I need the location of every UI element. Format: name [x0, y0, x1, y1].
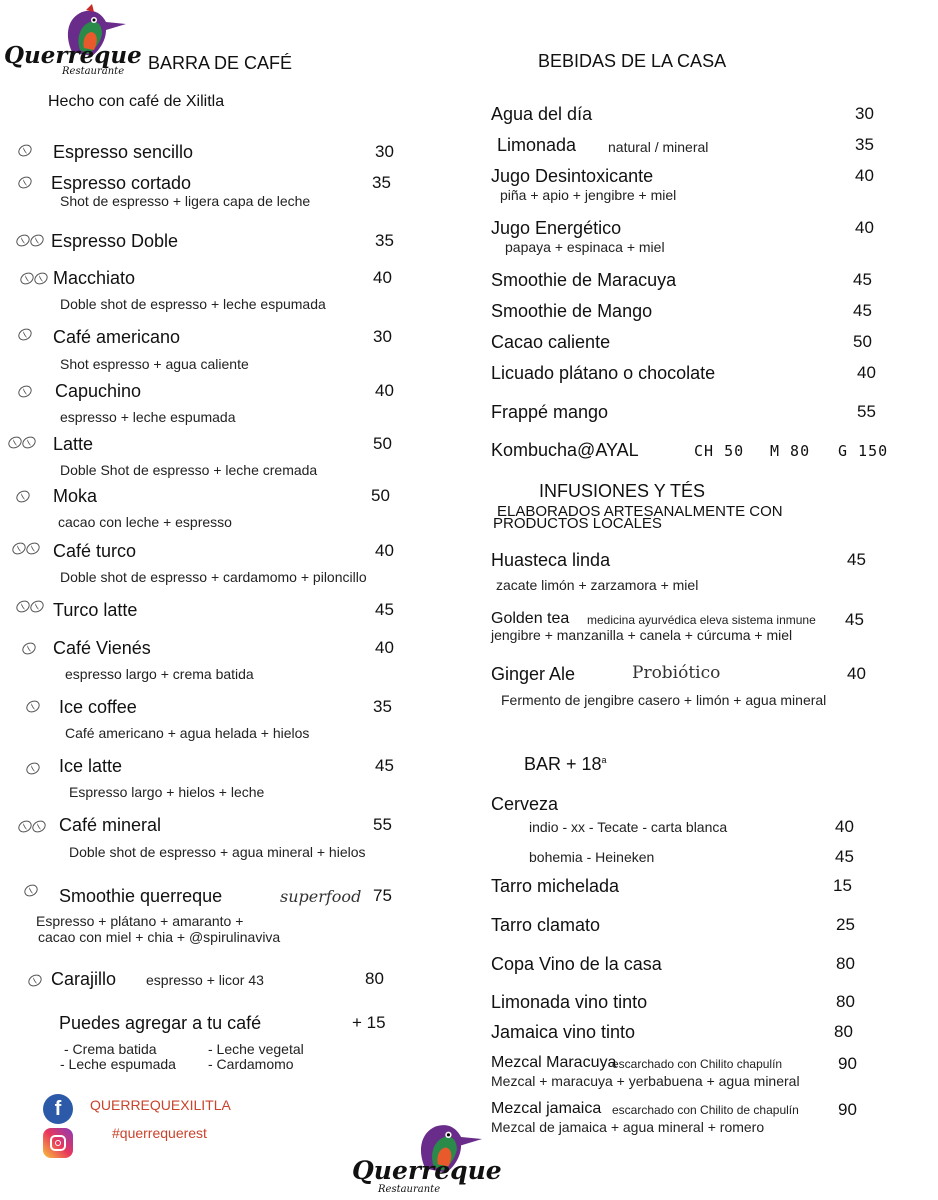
cafe-item-note: espresso + licor 43 [146, 972, 264, 988]
cafe-item-price: 45 [375, 600, 394, 619]
coffee-bean-icon [24, 540, 42, 557]
cafe-item-name: Macchiato [53, 268, 136, 288]
bar-item-note: escarchado con Chilito de chapulín [612, 1103, 799, 1117]
cafe-item-price: 35 [372, 173, 391, 192]
bebida-price: 40 [855, 218, 874, 237]
coffee-bean-icon [20, 640, 38, 657]
bar-item-name: Limonada vino tinto [491, 992, 648, 1012]
bebidas-title: BEBIDAS DE LA CASA [538, 51, 727, 71]
bebida-name: Agua del día [491, 104, 593, 124]
bebida-note: natural / mineral [608, 139, 709, 155]
logo-bottom [350, 1118, 502, 1198]
cafe-item-price: 75 [373, 886, 392, 905]
coffee-bean-icon [24, 760, 42, 777]
cafe-item-name: Capuchino [55, 381, 142, 401]
facebook-link[interactable]: QUERREQUEXILITLA [90, 1097, 231, 1113]
infusion-price: 45 [845, 610, 864, 629]
bebida-price: 35 [855, 135, 874, 154]
bebida-price: 45 [853, 301, 872, 320]
instagram-link[interactable]: #querrequerest [112, 1125, 207, 1141]
cafe-item-desc: Espresso largo + hielos + leche [69, 784, 265, 800]
cafe-item-name: Smoothie querreque [59, 886, 223, 906]
instagram-icon[interactable] [43, 1128, 73, 1158]
bebida-size: G 150 [838, 442, 889, 460]
cafe-item-name: Ice coffee [59, 697, 137, 717]
infusiones-subtitle: PRODUCTOS LOCALES [493, 515, 662, 532]
bar-item-price: 80 [836, 954, 855, 973]
bar-item-name: Tarro michelada [491, 876, 620, 896]
cafe-item-desc: Doble shot de espresso + cardamomo + piloncillo [60, 569, 367, 585]
infusiones-subtitle: ELABORADOS ARTESANALMENTE CON [497, 503, 783, 520]
bebida-price: 40 [855, 166, 874, 185]
infusion-note: medicina ayurvédica eleva sistema inmune [587, 613, 816, 627]
coffee-bean-icon [26, 972, 44, 989]
bar-title-text: BAR + 18 [524, 754, 602, 774]
bar-item-price: 80 [836, 992, 855, 1011]
coffee-bean-icon [32, 270, 50, 287]
bebida-price: 30 [855, 104, 874, 123]
infusiones-title: INFUSIONES Y TÉS [539, 481, 706, 501]
brand-sub: Restaurante [378, 1184, 441, 1195]
bar-item-name: Jamaica vino tinto [491, 1022, 636, 1042]
bebida-price: 55 [857, 402, 876, 421]
bar-item-price: 90 [838, 1054, 857, 1073]
coffee-bean-icon [14, 488, 32, 505]
logo-top [2, 4, 142, 80]
cafe-item-price: 40 [375, 638, 394, 657]
bar-title [524, 754, 607, 775]
extras-opt: - Leche espumada [60, 1056, 176, 1072]
cafe-item-price: 40 [375, 381, 394, 400]
bebida-name: Cacao caliente [491, 332, 611, 352]
infusion-tag: Probiótico [632, 663, 721, 683]
cafe-item-desc: espresso largo + crema batida [65, 666, 254, 682]
infusion-desc: zacate limón + zarzamora + miel [496, 577, 699, 593]
bebida-price: 50 [853, 332, 872, 351]
bar-item-price: 25 [836, 915, 855, 934]
infusion-desc: Fermento de jengibre casero + limón + agua mineral [501, 692, 827, 708]
cafe-item-price: 35 [373, 697, 392, 716]
cafe-item-name: Ice latte [59, 756, 123, 776]
infusion-name: Ginger Ale [491, 664, 576, 684]
bebida-price: 45 [853, 270, 872, 289]
cerveza-opt-price: 45 [835, 847, 854, 866]
bar-item-price: 90 [838, 1100, 857, 1119]
cafe-item-price: 35 [375, 231, 394, 250]
cafe-item-desc: Café americano + agua helada + hielos [65, 725, 310, 741]
bar-item-price: 15 [833, 876, 852, 895]
extras-opt: - Crema batida [64, 1041, 157, 1057]
bebida-price: 40 [857, 363, 876, 382]
coffee-bean-icon [28, 598, 46, 615]
cafe-item-price: 40 [375, 541, 394, 560]
coffee-bean-icon [22, 882, 40, 899]
cafe-item-name: Turco latte [53, 600, 138, 620]
cafe-item-price: 30 [373, 327, 392, 346]
bar-item-name: Copa Vino de la casa [491, 954, 662, 974]
infusion-name: Golden tea [491, 610, 570, 627]
cafe-item-desc: cacao con miel + chia + @spirulinaviva [38, 929, 281, 945]
extras-opt: - Cardamomo [208, 1056, 294, 1072]
cafe-item-name: Café Vienés [53, 638, 151, 658]
bar-item-desc: Mezcal + maracuya + yerbabuena + agua mineral [491, 1073, 800, 1089]
bebida-size: CH 50 [694, 442, 745, 460]
cafe-item-name: Carajillo [51, 969, 117, 989]
cafe-item-tag: superfood [280, 887, 362, 906]
cafe-item-price: 50 [371, 486, 390, 505]
bebida-name: Licuado plátano o chocolate [491, 363, 716, 383]
cafe-item-name: Café mineral [59, 815, 162, 835]
cafe-item-name: Espresso cortado [51, 173, 192, 193]
bar-item-name: Mezcal Maracuya [491, 1054, 617, 1071]
bebida-desc: piña + apio + jengibre + miel [500, 187, 677, 203]
bebida-size: M 80 [770, 442, 811, 460]
bar-item-desc: Mezcal de jamaica + agua mineral + romero [491, 1119, 765, 1135]
extras-title: Puedes agregar a tu café [59, 1013, 262, 1033]
cafe-item-name: Moka [53, 486, 98, 506]
cafe-item-desc: Shot de espresso + ligera capa de leche [60, 193, 311, 209]
coffee-bean-icon [16, 326, 34, 343]
cafe-item-name: Espresso sencillo [53, 142, 194, 162]
infusion-desc: jengibre + manzanilla + canela + cúrcuma + miel [491, 627, 793, 643]
coffee-bean-icon [16, 174, 34, 191]
bebida-name: Limonada [497, 135, 577, 155]
cafe-item-desc: Shot espresso + agua caliente [60, 356, 249, 372]
coffee-bean-icon [20, 434, 38, 451]
infusion-name: Huasteca linda [491, 550, 611, 570]
cafe-item-desc: Doble shot de espresso + agua mineral + hielos [69, 844, 366, 860]
bebida-name: Jugo Energético [491, 218, 622, 238]
cerveza-opt: bohemia - Heineken [529, 849, 655, 865]
cerveza-name: Cerveza [491, 794, 559, 814]
cafe-subtitle: Hecho con café de Xilitla [48, 93, 225, 110]
coffee-bean-icon [16, 142, 34, 159]
bar-item-name: Tarro clamato [491, 915, 601, 935]
bebida-name: Smoothie de Maracuya [491, 270, 677, 290]
brand-sub: Restaurante [62, 66, 125, 77]
bebida-name: Jugo Desintoxicante [491, 166, 654, 186]
coffee-bean-icon [16, 383, 34, 400]
bebida-name: Frappé mango [491, 402, 609, 422]
brand-name: Querreque [352, 1156, 502, 1185]
cafe-item-price: 45 [375, 756, 394, 775]
cafe-item-desc: Doble shot de espresso + leche espumada [60, 296, 326, 312]
cafe-item-name: Café turco [53, 541, 137, 561]
cafe-item-name: Latte [53, 434, 94, 454]
brand-name: Querreque [4, 42, 142, 69]
facebook-icon[interactable]: f [43, 1094, 73, 1124]
bebida-name: Smoothie de Mango [491, 301, 653, 321]
cerveza-opt-price: 40 [835, 817, 854, 836]
cafe-item-desc: Espresso + plátano + amaranto + [36, 913, 244, 929]
cafe-item-price: 30 [375, 142, 394, 161]
infusion-price: 45 [847, 550, 866, 569]
cafe-item-price: 50 [373, 434, 392, 453]
cafe-item-price: 55 [373, 815, 392, 834]
bebida-name: Kombucha@AYAL [491, 440, 639, 460]
cafe-item-desc: espresso + leche espumada [60, 409, 236, 425]
bar-item-note: escarchado con Chilito chapulín [612, 1057, 783, 1071]
infusion-price: 40 [847, 664, 866, 683]
cafe-item-name: Café americano [53, 327, 181, 347]
coffee-bean-icon [24, 698, 42, 715]
extras-opt: - Leche vegetal [208, 1041, 304, 1057]
cafe-item-desc: Doble Shot de espresso + leche cremada [60, 462, 318, 478]
cafe-title: BARRA DE CAFÉ [148, 53, 293, 73]
coffee-bean-icon [28, 232, 46, 249]
cafe-item-name: Espresso Doble [51, 231, 179, 251]
cafe-item-price: 40 [373, 268, 392, 287]
extras-price: + 15 [352, 1013, 386, 1032]
bebida-desc: papaya + espinaca + miel [505, 239, 665, 255]
coffee-bean-icon [30, 818, 48, 835]
cerveza-opt: indio - xx - Tecate - carta blanca [529, 819, 728, 835]
cafe-item-price: 80 [365, 969, 384, 988]
cafe-item-desc: cacao con leche + espresso [58, 514, 232, 530]
bar-item-name: Mezcal jamaica [491, 1100, 602, 1117]
bar-title-sup: a [601, 755, 607, 765]
bar-item-price: 80 [834, 1022, 853, 1041]
